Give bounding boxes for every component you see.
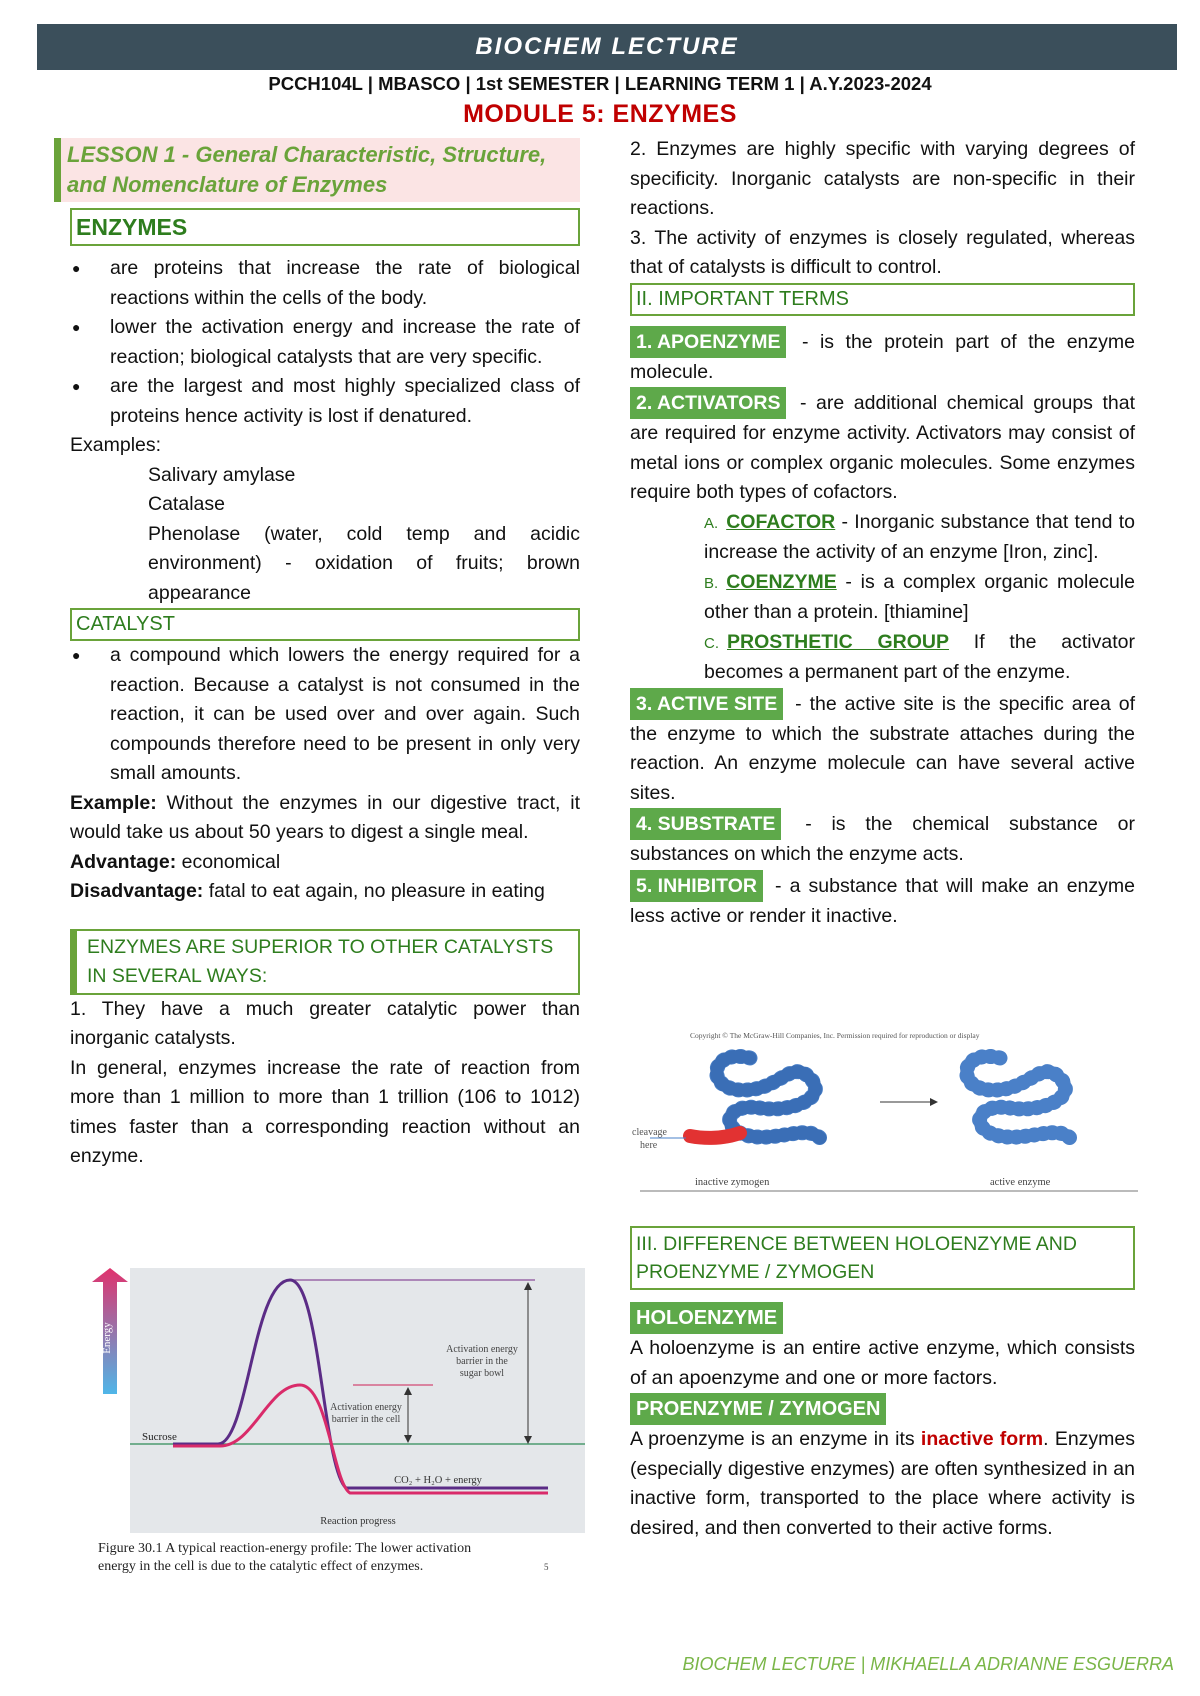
advantage-label: Advantage:: [70, 850, 177, 873]
advantage-text: economical: [176, 850, 281, 873]
coenzyme-item: [630, 568, 1135, 628]
cofactor-letter: A.: [704, 514, 719, 532]
example-paragraph: [70, 789, 580, 848]
example-text: Without the enzymes in our digestive tract, it would take us about 50 years to digest a single meal.: [70, 791, 580, 843]
left-column: [67, 138, 580, 1172]
substrate-tag: 4. SUBSTRATE: [630, 808, 781, 840]
proenzyme-paragraph: [630, 1425, 1135, 1543]
coenzyme-key: COENZYME: [726, 570, 837, 593]
coenzyme-letter: B.: [704, 574, 719, 592]
catalyst-heading: CATALYST: [70, 608, 580, 641]
proenzyme-tag: PROENZYME / ZYMOGEN: [630, 1393, 886, 1425]
cleavage-segment: [690, 1133, 740, 1138]
example-label: Example:: [70, 791, 157, 814]
disadvantage-label: Disadvantage:: [70, 880, 204, 902]
prosthetic-key: PROSTHETIC GROUP: [727, 630, 949, 653]
substrate-term: [630, 808, 1135, 870]
disadvantage-paragraph: [70, 877, 580, 907]
cofactor-item: [630, 508, 1135, 568]
page-mark: 5: [544, 1562, 549, 1572]
example-item: Salivary amylase: [148, 463, 296, 486]
sucrose-label: Sucrose: [142, 1431, 177, 1443]
apoenzyme-term: [630, 326, 1135, 388]
apoenzyme-tag: 1. APOENZYME: [630, 326, 786, 358]
list-item: ● lower the activation energy and increase the rate of reaction; biological catalysts that are very specific.: [70, 313, 580, 372]
coenzyme-text: - is a complex organic molecule other than a protein. [thiamine]: [704, 570, 1135, 623]
holoenzyme-tag: HOLOENZYME: [630, 1302, 783, 1334]
difference-section: [630, 1226, 1135, 1543]
superior-point-1-detail: In general, enzymes increase the rate of reaction from more than 1 million to more than 1 trillion (106 to 1012) times faster than a corresponding reaction without an enzyme.: [70, 1056, 580, 1167]
active-site-tag: 3. ACTIVE SITE: [630, 688, 783, 720]
holoenzyme-title: [630, 1302, 1135, 1334]
page-banner: BIOCHEM LECTURE: [37, 24, 1177, 70]
energy-profile-figure: [88, 1268, 593, 1578]
examples-label: Examples:: [70, 434, 162, 456]
active-enzyme-label: active enzyme: [990, 1177, 1051, 1188]
figure-caption: Figure 30.1 A typical reaction-energy profile: The lower activation energy in the cell is due to the catalytic effect of enzymes.: [98, 1541, 472, 1574]
module-title: MODULE 5: ENZYMES: [463, 100, 737, 128]
terms-heading: II. IMPORTANT TERMS: [630, 283, 1135, 316]
enzyme-points: [70, 254, 580, 431]
difference-heading: III. DIFFERENCE BETWEEN HOLOENZYME AND PROENZYME / ZYMOGEN: [630, 1226, 1135, 1290]
cofactor-key: COFACTOR: [726, 510, 836, 533]
right-column: [630, 135, 1135, 931]
enzymes-heading: ENZYMES: [70, 208, 580, 246]
apoenzyme-text: - is the protein part of the enzyme molecule.: [630, 330, 1135, 383]
page-footer: BIOCHEM LECTURE | MIKHAELLA ADRIANNE ESGUERRA: [682, 1654, 1174, 1674]
disadvantage-text: fatal to eat again, no pleasure in eating: [203, 880, 545, 902]
activators-term: [630, 387, 1135, 508]
superior-heading: ENZYMES ARE SUPERIOR TO OTHER CATALYSTS IN SEVERAL WAYS:: [70, 929, 580, 995]
energy-label: Energy: [101, 1322, 113, 1354]
list-item: ● are the largest and most highly specialized class of proteins hence activity is lost if denatured.: [70, 372, 580, 431]
bowl-barrier-label: Activation energy barrier in the sugar bowl: [446, 1344, 518, 1379]
inactive-zymogen-label: inactive zymogen: [695, 1177, 770, 1188]
superior-point-1: 1. They have a much greater catalytic power than inorganic catalysts.: [70, 997, 580, 1049]
cleavage-label: cleavage here: [632, 1127, 667, 1151]
proenzyme-text-b: . Enzymes (especially digestive enzymes) are often synthesized in an inactive form, transported to the place where activity is desired, and then converted to their active forms.: [630, 1428, 1136, 1539]
activators-text: - are additional chemical groups that are required for enzyme activity. Activators may consist of metal ions or complex organic molecules. Some enzymes require both types of cofactors.: [630, 392, 1135, 503]
copyright-note: Copyright © The McGraw-Hill Companies, Inc. Permission required for reproduction or display: [690, 1031, 980, 1040]
holoenzyme-text: A holoenzyme is an entire active enzyme, which consists of an apoenzyme and one or more factors.: [630, 1337, 1135, 1389]
superior-point-3: 3. The activity of enzymes is closely regulated, whereas that of catalysts is difficult to control.: [630, 226, 1135, 278]
substrate-text: - is the chemical substance or substances on which the enzyme acts.: [630, 813, 1135, 865]
inhibitor-term: [630, 870, 1135, 932]
proenzyme-highlight: inactive form: [920, 1428, 1044, 1450]
inhibitor-tag: 5. INHIBITOR: [630, 870, 763, 902]
inhibitor-text: - a substance that will make an enzyme less active or render it inactive.: [630, 874, 1135, 927]
prosthetic-text: If the activator becomes a permanent part of the enzyme.: [704, 630, 1135, 683]
prosthetic-item: [630, 628, 1135, 688]
cell-barrier-label: Activation energy barrier in the cell: [330, 1402, 402, 1425]
active-site-term: [630, 688, 1135, 809]
course-subheading: PCCH104L | MBASCO | 1st SEMESTER | LEARNING TERM 1 | A.Y.2023-2024: [268, 73, 932, 94]
advantage-paragraph: [70, 848, 580, 878]
list-item: ● are proteins that increase the rate of biological reactions within the cells of the body.: [70, 254, 580, 313]
reaction-progress-label: Reaction progress: [320, 1516, 396, 1527]
proenzyme-text-a: A proenzyme is an enzyme in its: [630, 1428, 921, 1450]
lesson-title: LESSON 1 - General Characteristic, Structure, and Nomenclature of Enzymes: [54, 138, 580, 202]
prosthetic-letter: C.: [704, 634, 719, 652]
active-site-text: - the active site is the specific area of the enzyme to which the substrate attaches during the reaction. An enzyme molecule can have several active sites.: [630, 692, 1135, 804]
example-item: Catalase: [148, 493, 225, 515]
list-item: ● a compound which lowers the energy required for a reaction. Because a catalyst is not consumed in the reaction, it can be used over and over again. Such compounds therefore need to be present in only very small amounts.: [70, 641, 580, 789]
catalyst-points: [70, 641, 580, 789]
active-enzyme-chain: [967, 1056, 1070, 1138]
cofactor-text: - Inorganic substance that tend to increase the activity of an enzyme [Iron, zinc].: [704, 510, 1135, 563]
products-label: CO₂ + H₂O + energy: [394, 1475, 482, 1486]
superior-point-2: 2. Enzymes are highly specific with varying degrees of specificity. Inorganic catalysts are non-specific in their reactions.: [630, 138, 1135, 219]
example-item: Phenolase (water, cold temp and acidic environment) - oxidation of fruits; brown appearance: [148, 522, 580, 604]
zymogen-figure: [632, 1028, 1140, 1200]
transform-arrow-head: [930, 1098, 938, 1106]
proenzyme-title: [630, 1393, 1135, 1425]
activators-tag: 2. ACTIVATORS: [630, 387, 786, 419]
